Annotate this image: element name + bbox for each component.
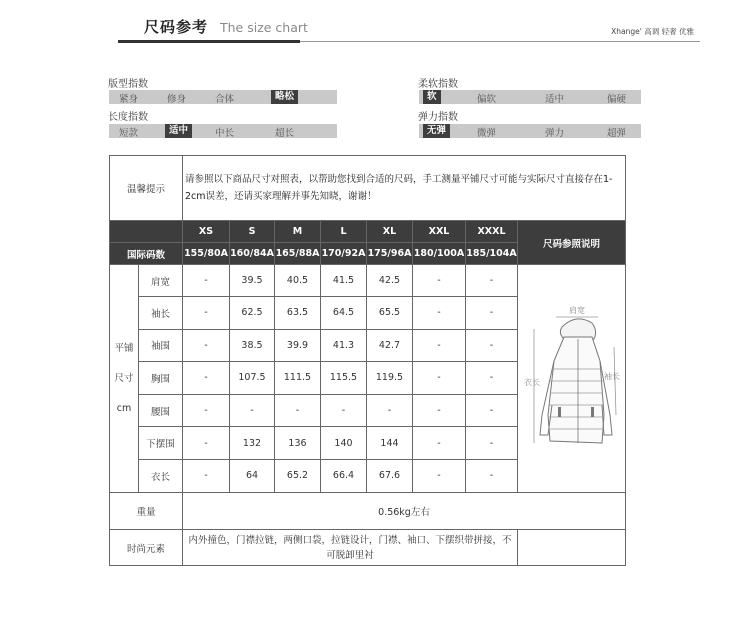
measurement-group-label [110,265,139,493]
measure-value: 41.3 [321,329,367,361]
fit-index-label: 版型指数 [108,79,148,90]
group-label-line: 尺寸 [114,372,134,384]
measure-value: - [183,265,230,297]
intl-size: 175/96A [367,243,413,265]
length-index-bar [109,124,337,138]
size-header: XS [183,221,230,243]
measure-value: 39.9 [275,329,321,361]
elasticity-option-selected: 无弹 [423,124,450,138]
elasticity-option: 弹力 [545,128,565,139]
measure-value: 62.5 [230,297,275,329]
measure-value: 115.5 [321,361,367,394]
measure-value: 66.4 [321,459,367,492]
intl-size-label: 国际码数 [110,243,183,265]
measure-value: - [183,427,230,459]
elasticity-index-label: 弹力指数 [418,112,458,123]
measure-value: - [275,395,321,427]
size-table [109,155,626,566]
measure-value: - [183,329,230,361]
measure-name: 袖围 [139,329,183,361]
measure-value: 119.5 [367,361,413,394]
page-title: 尺码参考 [144,18,209,36]
softness-option: 适中 [545,94,565,105]
measure-value: - [413,395,466,427]
measure-value: 65.5 [367,297,413,329]
left-pocket [558,407,561,417]
measure-name: 肩宽 [139,265,183,297]
size-header: XXXL [466,221,518,243]
sleeve-label: 袖长 [604,372,620,381]
measure-name: 衣长 [139,459,183,492]
length-option: 短款 [119,128,139,139]
measure-value: - [230,395,275,427]
style-elements-blank [518,530,626,566]
measure-value: - [413,329,466,361]
header-rule-dark [118,40,300,43]
size-guide-label: 尺码参照说明 [518,221,626,265]
size-header: XXL [413,221,466,243]
fit-option: 合体 [215,94,235,105]
style-elements-text: 内外撞色，门襟拉链，两侧口袋，拉链设计，门襟、袖口、下摆织带拼接，不可脱卸里衬 [183,530,518,566]
length-option: 中长 [215,128,235,139]
measure-value: - [466,329,518,361]
right-pocket [591,407,594,417]
style-elements-label: 时尚元素 [110,530,183,566]
measure-value: - [413,265,466,297]
brand-text: Xhange' 高调 轻奢 优雅 [611,27,694,36]
measure-value: - [413,459,466,492]
intl-size: 160/84A [230,243,275,265]
measure-name: 袖长 [139,297,183,329]
measure-value: - [413,297,466,329]
measure-value: 65.2 [275,459,321,492]
measure-value: 40.5 [275,265,321,297]
group-label-line: 平铺 [114,342,134,354]
measure-value: 132 [230,427,275,459]
elasticity-option: 超弹 [607,128,627,139]
measure-value: 67.6 [367,459,413,492]
size-header: L [321,221,367,243]
size-header: S [230,221,275,243]
fit-index-bar [109,90,337,104]
garment-diagram-cell [518,265,626,493]
elasticity-index-bar [419,124,641,138]
measure-value: - [466,459,518,492]
length-option: 超长 [275,128,295,139]
intl-size: 170/92A [321,243,367,265]
sleeve-measure-line [614,347,616,415]
measure-value: 64.5 [321,297,367,329]
measure-value: 41.5 [321,265,367,297]
measure-value: - [413,427,466,459]
measure-name: 下摆围 [139,427,183,459]
weight-label: 重量 [110,493,183,530]
measure-value: - [367,395,413,427]
measure-value: - [466,361,518,394]
measure-value: 63.5 [275,297,321,329]
fit-option: 修身 [167,94,187,105]
measure-value: 111.5 [275,361,321,394]
measure-value: - [183,459,230,492]
intl-size: 165/88A [275,243,321,265]
measure-value: 64 [230,459,275,492]
measure-value: - [321,395,367,427]
size-header: M [275,221,321,243]
softness-option: 偏软 [477,94,497,105]
measure-name: 腰围 [139,395,183,427]
length-label: 衣长 [524,378,540,387]
size-header-blank [110,221,183,243]
header-rule-light [300,41,700,42]
measure-value: - [183,395,230,427]
page-subtitle: The size chart [220,20,308,35]
elasticity-option: 微弹 [477,128,497,139]
measure-value: - [466,427,518,459]
shoulder-label: 肩宽 [569,306,585,315]
down-jacket-diagram [518,265,625,489]
measure-value: 42.5 [367,265,413,297]
size-header: XL [367,221,413,243]
measure-value: 107.5 [230,361,275,394]
weight-value: 0.56kg左右 [183,493,626,530]
fit-option: 紧身 [119,94,139,105]
jacket-body [548,337,604,443]
measure-value: - [413,361,466,394]
fit-option-selected: 略松 [271,90,298,104]
measure-value: 42.7 [367,329,413,361]
intl-size: 180/100A [413,243,466,265]
measure-value: - [466,297,518,329]
intl-size: 185/104A [466,243,518,265]
length-index-label: 长度指数 [108,112,148,123]
measure-value: 136 [275,427,321,459]
softness-index-bar [419,90,641,104]
hood-shape [560,319,595,339]
measure-value: - [466,395,518,427]
tip-label: 温馨提示 [110,156,183,221]
softness-index-label: 柔软指数 [418,79,458,90]
group-label-line: cm [116,402,132,414]
measure-value: 38.5 [230,329,275,361]
measure-value: 39.5 [230,265,275,297]
measure-value: - [466,265,518,297]
intl-size: 155/80A [183,243,230,265]
measure-name: 胸围 [139,361,183,394]
softness-option-selected: 软 [423,90,441,104]
tip-text: 请参照以下商品尺寸对照表，以帮助您找到合适的尺码，手工测量平铺尺寸可能与实际尺寸直接存在1-2cm误差，还请买家理解并事先知晓，谢谢！ [183,156,626,221]
measure-value: - [183,297,230,329]
measure-value: 140 [321,427,367,459]
length-option-selected: 适中 [165,124,192,138]
page-header [118,10,700,44]
measure-value: 144 [367,427,413,459]
softness-option: 偏硬 [607,94,627,105]
measure-value: - [183,361,230,394]
